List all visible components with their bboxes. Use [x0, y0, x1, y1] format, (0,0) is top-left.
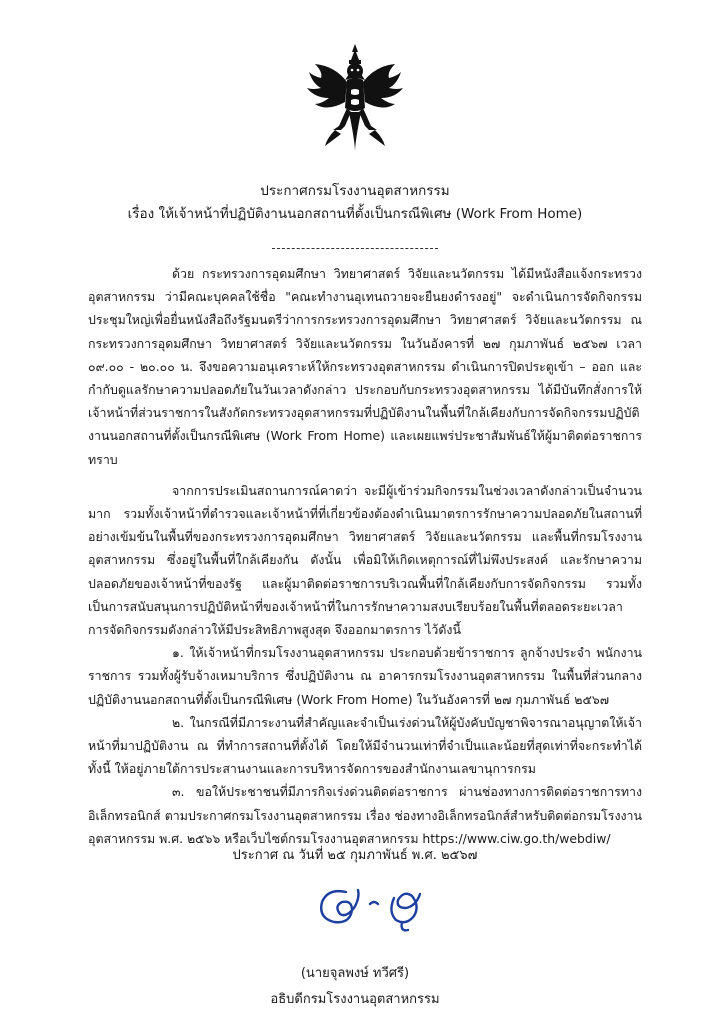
measure-item-3: ๓. ขอให้ประชาชนที่มีภารกิจเร่งด่วนติดต่อราชการ ผ่านช่องทางการติดต่อราชการทางอิเล็กทรอนิกส์ ตามประกาศกรมโรงงานอุตสาหกรรม เรื่อง ช่องทางอิเล็กทรอนิกส์สำหรับติดต่อกรมโรงงานอุตสาหกรรม พ.ศ. ๒๕๖๖ หรือเว็บไซต์กรมโรงงานอุตสาหกรรม https://www.ciw.go.th/webdiw/ [88, 784, 642, 846]
signer-name: (นายจุลพงษ์ ทวีศรี) [300, 966, 410, 981]
announcement-body [88, 262, 642, 850]
paragraph-background: ด้วย กระทรวงการอุดมศึกษา วิทยาศาสตร์ วิจัยและนวัตกรรม ได้มีหนังสือแจ้งกระทรวงอุตสาหกรรม ว่ามีคณะบุคคลใช้ชื่อ "คณะทำงานอุเทนถวายจะยืนยงดำรงอยู่" จะดำเนินการจัดกิจกรรมประชุมใหญ่เพื่อยื่นหนังสือถึงรัฐมนตรีว่าการกระทรวงการอุดมศึกษา วิทยาศาสตร์ วิจัยและนวัตกรรม ณ กระทรวงการอุดมศึกษา วิทยาศาสตร์ วิจัยและนวัตกรรม ในวันอังคารที่ ๒๗ กุมภาพันธ์ ๒๕๖๗ เวลา ๐๙.๐๐ - ๒๐.๐๐ น. จึงขอความอนุเคราะห์ให้กระทรวงอุตสาหกรรม ดำเนินการปิดประตูเข้า – ออก และกำกับดูแลรักษาความปลอดภัยในวันเวลาดังกล่าว ประกอบกับกระทรวงอุตสาหกรรม ได้มีบันทึกสั่งการให้เจ้าหน้าที่ส่วนราชการในสังกัดกระทรวงอุตสาหกรรมที่ปฏิบัติงานในพื้นที่ใกล้เคียงกับการจัดกิจกรรมปฏิบัติงานนอกสถานที่ตั้งเป็นกรณีพิเศษ (Work From Home) และเผยแพร่ประชาสัมพันธ์ให้ผู้มาติดต่อราชการทราบ [88, 266, 642, 467]
announcement-subject: เรื่อง ให้เจ้าหน้าที่ปฏิบัติงานนอกสถานที่ตั้งเป็นกรณีพิเศษ (Work From Home) [127, 206, 583, 222]
garuda-emblem-icon [305, 42, 405, 154]
announcement-title: ประกาศกรมโรงงานอุตสาหกรรม [260, 183, 450, 199]
title-divider [272, 248, 438, 249]
signer-title: อธิบดีกรมโรงงานอุตสาหกรรม [270, 992, 440, 1007]
measure-item-1: ๑. ให้เจ้าหน้าที่กรมโรงงานอุตสาหกรรม ประกอบด้วยข้าราชการ ลูกจ้างประจำ พนักงานราชการ รวมทั้งผู้รับจ้างเหมาบริการ ซึ่งปฏิบัติงาน ณ อาคารกรมโรงงานอุตสาหกรรม ในพื้นที่ส่วนกลางปฏิบัติงานนอกสถานที่ตั้งเป็นกรณีพิเศษ (Work From Home) ในวันอังคารที่ ๒๗ กุมภาพันธ์ ๒๕๖๗ [88, 645, 642, 707]
title-block [0, 180, 710, 226]
measure-item-2: ๒. ในกรณีที่มีภาระงานที่สำคัญและจำเป็นเร่งด่วนให้ผู้บังคับบัญชาพิจารณาอนุญาตให้เจ้าหน้าที่มาปฏิบัติงาน ณ ที่ทำการสถานที่ตั้งได้ โดยให้มีจำนวนเท่าที่จำเป็นและน้อยที่สุดเท่าที่จะกระทำได้ ทั้งนี้ ให้อยู่ภายใต้การประสานงานและการบริหารจัดการของสำนักงานเลขานุการกรม [88, 714, 642, 777]
handwritten-signature [310, 878, 440, 936]
paragraph-assessment: จากการประเมินสถานการณ์คาดว่า จะมีผู้เข้าร่วมกิจกรรมในช่วงเวลาดังกล่าวเป็นจำนวนมาก รวมทั้งเจ้าหน้าที่ตำรวจและเจ้าหน้าที่ที่เกี่ยวข้องต้องดำเนินมาตรการรักษาความปลอดภัยในสถานที่อย่างเข้มข้นในพื้นที่ของกระทรวงการอุดมศึกษา วิทยาศาสตร์ วิจัยและนวัตกรรม และพื้นที่กรมโรงงานอุตสาหกรรม ซึ่งอยู่ในพื้นที่ใกล้เคียงกัน ดังนั้น เพื่อมิให้เกิดเหตุการณ์ที่ไม่พึงประสงค์ และรักษาความปลอดภัยของเจ้าหน้าที่ของรัฐ และผู้มาติดต่อราชการบริเวณพื้นที่ใกล้เคียงกับการจัดกิจกรรม รวมทั้งเป็นการสนับสนุนการปฏิบัติหน้าที่ของเจ้าหน้าที่ในการรักษาความสงบเรียบร้อยในพื้นที่ตลอดระยะเวลาการจัดกิจกรรมดังกล่าวให้มีประสิทธิภาพสูงสุด จึงออกมาตรการ ไว้ดังนี้ [88, 482, 642, 638]
announcement-date: ประกาศ ณ วันที่ ๒๕ กุมภาพันธ์ พ.ศ. ๒๕๖๗ [232, 848, 478, 863]
